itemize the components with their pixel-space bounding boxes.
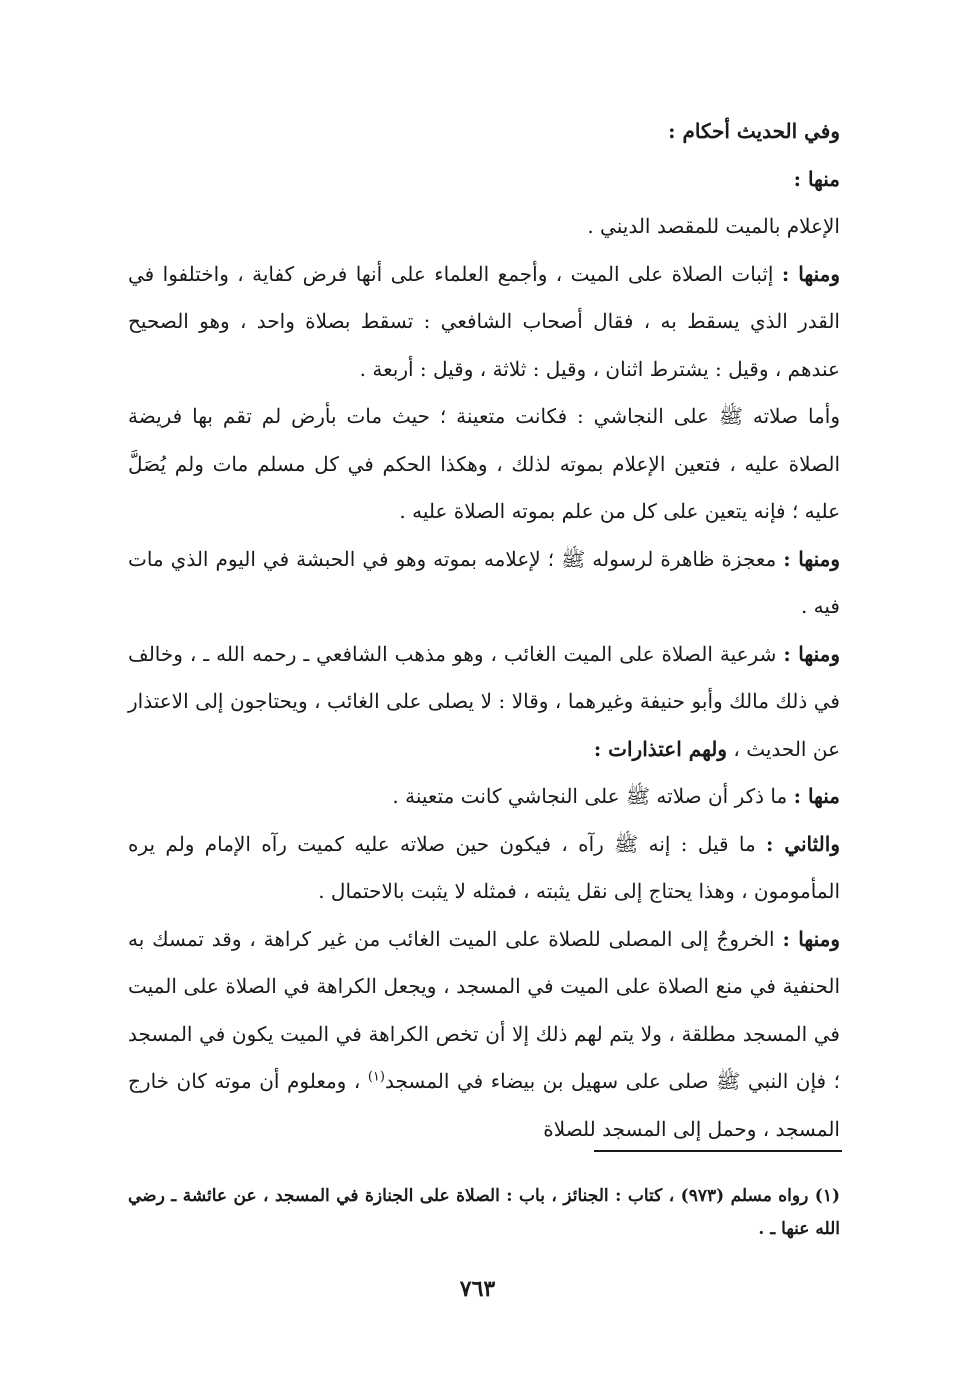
paragraph-3: وأما صلاته ﷺ على النجاشي : فكانت متعينة ؛ حيث مات بأرض لم تقم بها فريضة الصلاة عليه ، فتعين الإعلام بموته لذلك ، وهكذا الحكم في كل مسلم مات ولم يُصَلَّ عليه ؛ فإنه يتعين على كل من علم بموته الصلاة عليه . — [128, 404, 840, 523]
paragraph-6-lead: منها : — [793, 784, 840, 808]
paragraph-8-lead: ومنها : — [782, 926, 840, 951]
paragraph-5 — [128, 631, 840, 774]
sub-heading: منها : — [793, 166, 840, 191]
paragraph-8 — [128, 916, 840, 1154]
paragraph-4-text: معجزة ظاهرة لرسوله ﷺ ؛ لإعلامه بموته وهو في الحبشة في اليوم الذي مات فيه . — [128, 546, 840, 618]
paragraph-6 — [128, 773, 840, 821]
paragraph-7 — [128, 821, 840, 916]
paragraph-5-lead: ومنها : — [783, 641, 840, 666]
footnote-divider — [594, 1150, 842, 1152]
paragraph-4 — [128, 536, 840, 631]
footnote-text: (١) رواه مسلم (٩٧٣) ، كتاب : الجنائز ، باب : الصلاة على الجنازة في المسجد ، عن عائشة ـ رضي الله عنها ـ . — [128, 1186, 841, 1239]
paragraph-2-lead: ومنها : — [781, 261, 840, 286]
footnote — [128, 1180, 840, 1246]
page-number: ٧٦٣ — [459, 1276, 496, 1302]
section-heading: وفي الحديث أحكام : — [668, 119, 840, 143]
footnote-ref: (١) — [367, 1069, 385, 1085]
paragraph-2 — [128, 251, 840, 394]
main-text — [128, 108, 840, 1153]
paragraph-8-end: ، ومعلوم أن موته كان خارج المسجد ، وحمل إلى المسجد للصلاة — [128, 1069, 840, 1141]
paragraph-1: الإعلام بالميت للمقصد الديني . — [587, 214, 840, 238]
paragraph-7-lead: والثاني : — [766, 831, 840, 856]
paragraph-5-tail: ولهم اعتذارات : — [593, 736, 728, 761]
paragraph-7-text: ما قيل : إنه ﷺ رآه ، فيكون حين صلاته عليه كميت رآه الإمام ولم يره المأمومون ، وهذا يحتاج إلى نقل يثبته ، فمثله لا يثبت بالاحتمال . — [128, 831, 840, 903]
paragraph-2-text: إثبات الصلاة على الميت ، وأجمع العلماء على أنها فرض كفاية ، واختلفوا في القدر الذي يسقط به ، فقال أصحاب الشافعي : تسقط بصلاة واحد ، وهو الصحيح عندهم ، وقيل : يشترط اثنان ، وقيل : ثلاثة ، وقيل : أربعة . — [128, 261, 840, 381]
paragraph-5-text: شرعية الصلاة على الميت الغائب ، وهو مذهب الشافعي ـ رحمه الله ـ ، وخالف في ذلك مالك وأبو حنيفة وغيرهما ، وقالا : لا يصلى على الغائب ، ويحتاجون إلى الاعتذار عن الحديث ، — [128, 641, 840, 761]
paragraph-6-text: ما ذكر أن صلاته ﷺ على النجاشي كانت متعينة . — [392, 784, 794, 808]
paragraph-8-text: الخروجُ إلى المصلى للصلاة على الميت الغائب من غير كراهة ، وقد تمسك به الحنفية في منع الصلاة على الميت في المسجد ، ويجعل الكراهة في الصلاة على الميت في المسجد مطلقة ، ولا يتم لهم ذلك إلا أن تخص الكراهة في الميت يكون في المسجد ؛ فإن النبي ﷺ صلى على سهيل بن بيضاء في المسجد — [128, 926, 840, 1093]
paragraph-4-lead: ومنها : — [783, 546, 840, 571]
